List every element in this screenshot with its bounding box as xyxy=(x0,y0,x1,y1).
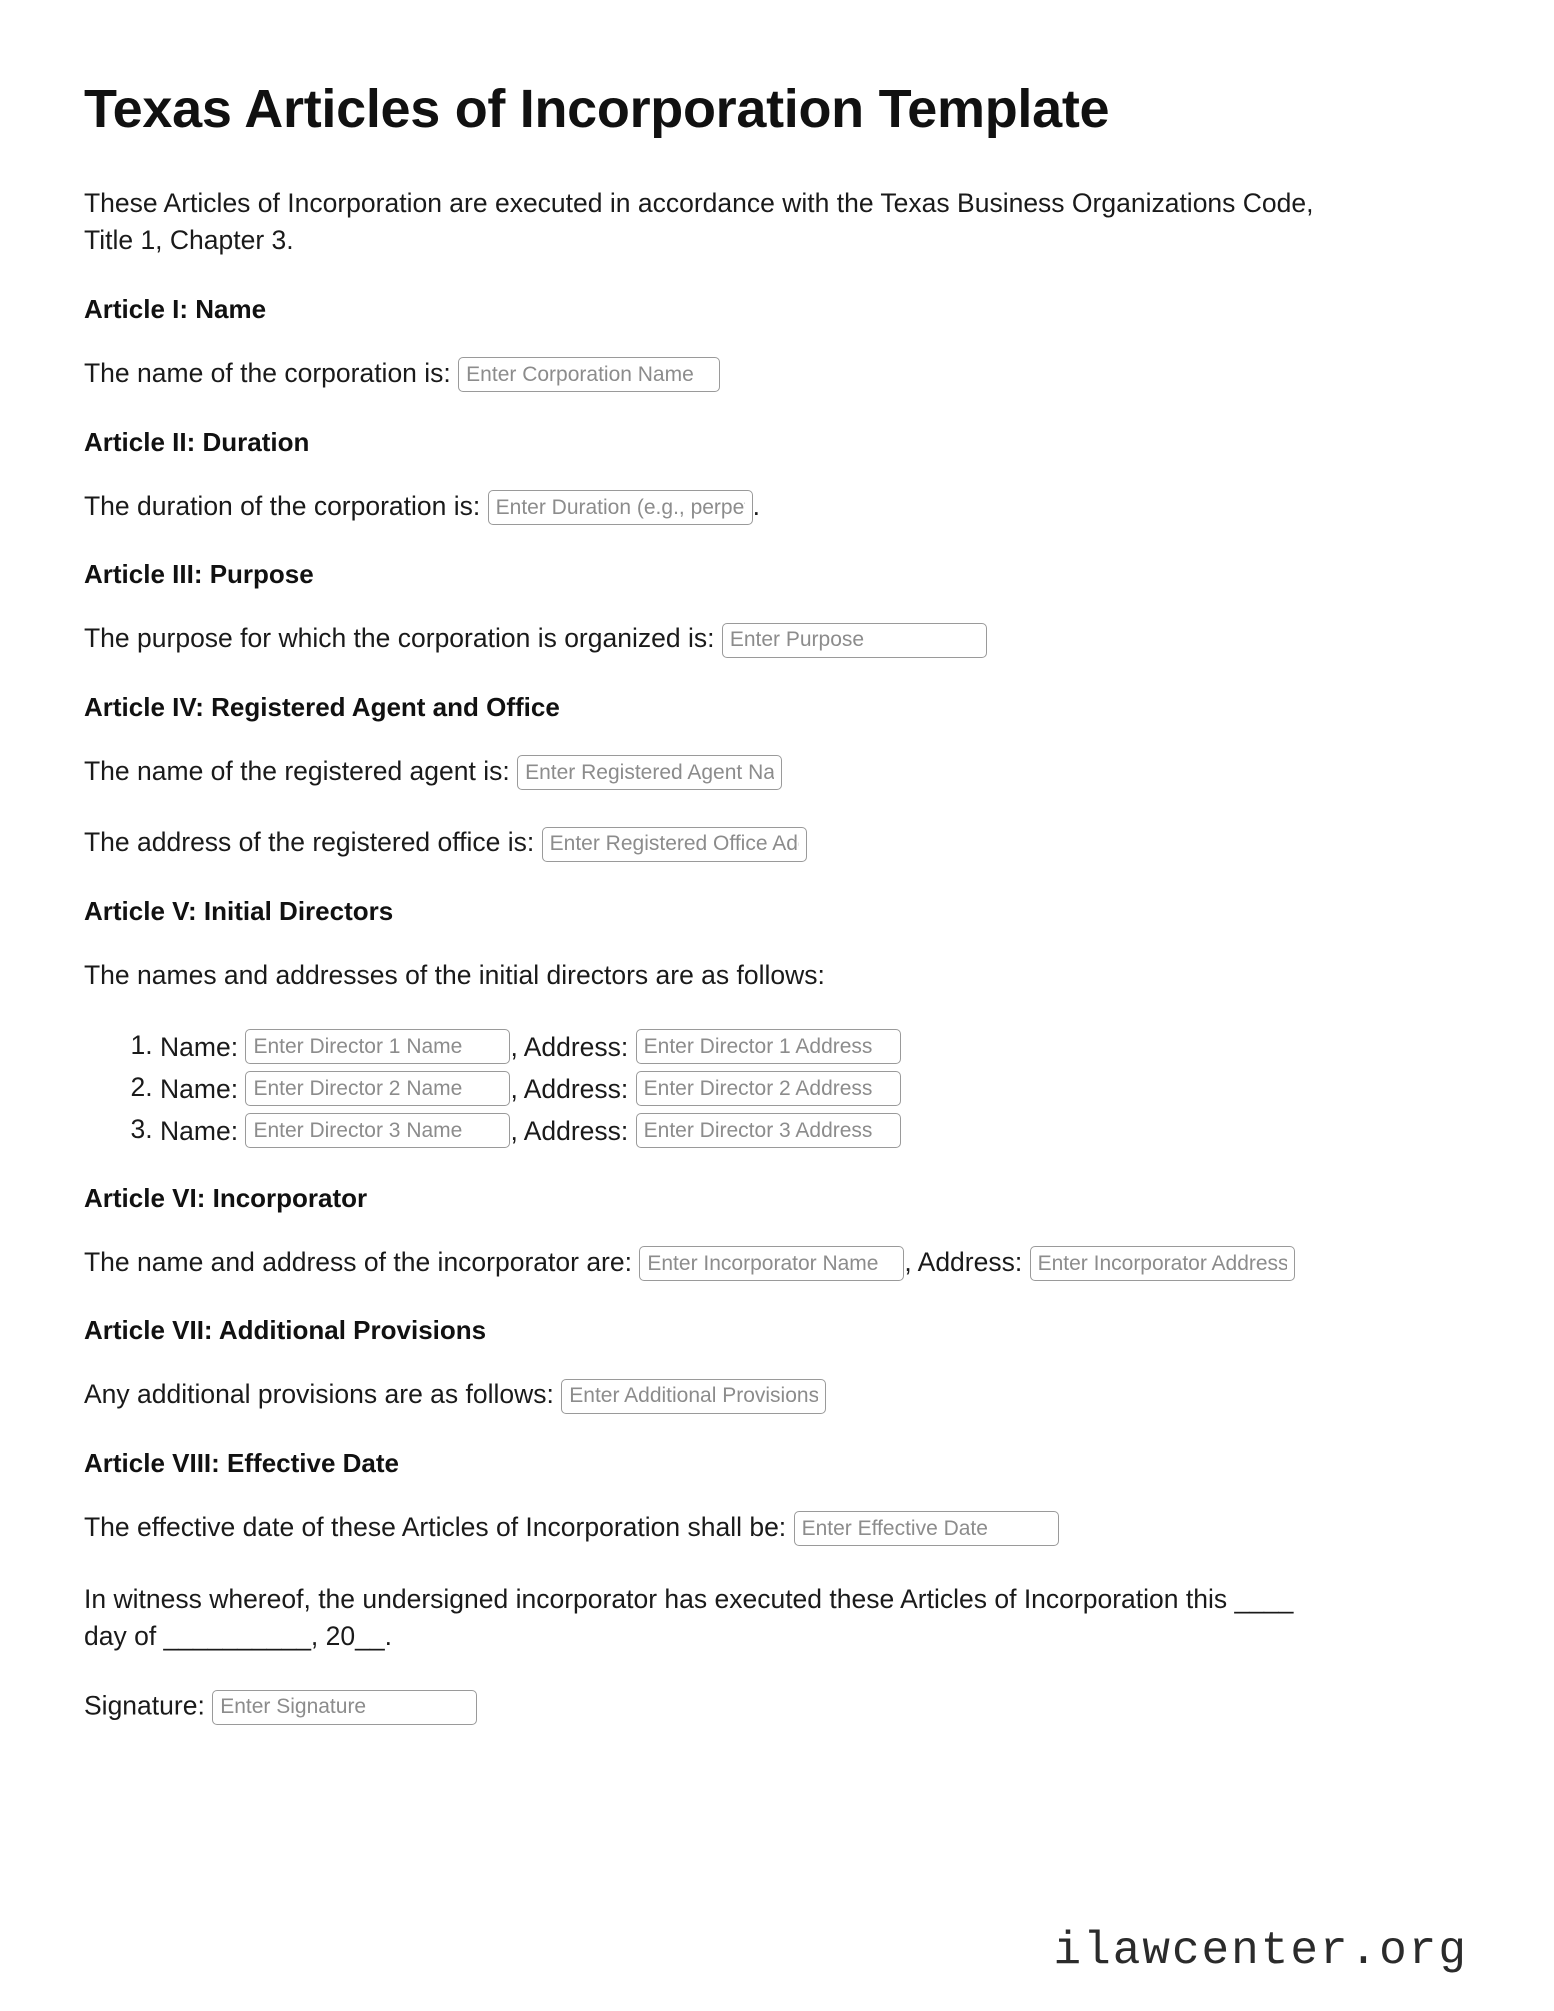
registered-office-label: The address of the registered office is: xyxy=(84,827,535,858)
page-title: Texas Articles of Incorporation Template xyxy=(84,79,1110,139)
duration-suffix: . xyxy=(752,490,761,521)
purpose-input[interactable] xyxy=(722,623,987,658)
director-3-name-input[interactable] xyxy=(245,1113,510,1148)
provisions-row xyxy=(84,1376,1470,1414)
purpose-label: The purpose for which the corporation is organized is: xyxy=(84,623,715,654)
corporation-name-row xyxy=(84,355,1470,393)
article-vi-heading: Article VI: Incorporator xyxy=(84,1182,368,1213)
provisions-input[interactable] xyxy=(561,1379,826,1414)
registered-office-input[interactable] xyxy=(542,827,807,862)
director-row xyxy=(160,1109,1470,1151)
director-row xyxy=(160,1067,1470,1109)
director-row xyxy=(160,1025,1470,1067)
signature-row xyxy=(84,1690,1470,1725)
director-name-label: Name: xyxy=(160,1031,239,1062)
registered-agent-label: The name of the registered agent is: xyxy=(84,755,510,786)
director-address-label: , Address: xyxy=(510,1031,629,1062)
director-address-label: , Address: xyxy=(510,1115,629,1146)
duration-row xyxy=(84,488,1470,526)
effective-date-row xyxy=(84,1509,1470,1547)
incorporator-row xyxy=(84,1244,1470,1282)
site-watermark: ilawcenter.org xyxy=(1053,1925,1468,1977)
director-name-label: Name: xyxy=(160,1073,239,1104)
article-iv-heading: Article IV: Registered Agent and Office xyxy=(84,691,560,722)
effective-date-label: The effective date of these Articles of Incorporation shall be: xyxy=(84,1511,787,1542)
article-ii-heading: Article II: Duration xyxy=(84,426,310,457)
article-vii-heading: Article VII: Additional Provisions xyxy=(84,1315,487,1346)
article-i-heading: Article I: Name xyxy=(84,293,267,324)
registered-agent-row xyxy=(84,753,1470,791)
article-viii-heading: Article VIII: Effective Date xyxy=(84,1447,399,1478)
incorporator-address-input[interactable] xyxy=(1030,1246,1295,1281)
article-iii-heading: Article III: Purpose xyxy=(84,559,314,590)
corporation-name-input[interactable] xyxy=(458,357,720,392)
directors-list xyxy=(84,1025,1470,1151)
registered-office-row xyxy=(84,824,1470,862)
purpose-row xyxy=(84,620,1470,658)
duration-input[interactable] xyxy=(488,490,753,525)
director-address-label: , Address: xyxy=(510,1073,629,1104)
director-name-label: Name: xyxy=(160,1115,239,1146)
director-1-name-input[interactable] xyxy=(245,1029,510,1064)
duration-label: The duration of the corporation is: xyxy=(84,490,481,521)
intro-paragraph: These Articles of Incorporation are executed in accordance with the Texas Business Organizations Code, Title 1, Chapter 3. xyxy=(84,187,1314,256)
incorporator-address-label: , Address: xyxy=(904,1246,1023,1277)
registered-agent-input[interactable] xyxy=(517,755,782,790)
director-2-address-input[interactable] xyxy=(636,1071,901,1106)
director-1-address-input[interactable] xyxy=(636,1029,901,1064)
witness-clause: In witness whereof, the undersigned incorporator has executed these Articles of Incorporation this ____ day of __________, 20__. xyxy=(84,1583,1294,1652)
corporation-name-label: The name of the corporation is: xyxy=(84,357,451,388)
incorporator-label: The name and address of the incorporator are: xyxy=(84,1246,632,1277)
signature-input[interactable] xyxy=(212,1690,477,1725)
incorporator-name-input[interactable] xyxy=(639,1246,904,1281)
article-v-heading: Article V: Initial Directors xyxy=(84,896,394,926)
effective-date-input[interactable] xyxy=(794,1511,1059,1546)
provisions-label: Any additional provisions are as follows: xyxy=(84,1379,554,1410)
director-3-address-input[interactable] xyxy=(636,1113,901,1148)
signature-label: Signature: xyxy=(84,1690,205,1721)
directors-intro: The names and addresses of the initial directors are as follows: xyxy=(84,960,825,990)
director-2-name-input[interactable] xyxy=(245,1071,510,1106)
